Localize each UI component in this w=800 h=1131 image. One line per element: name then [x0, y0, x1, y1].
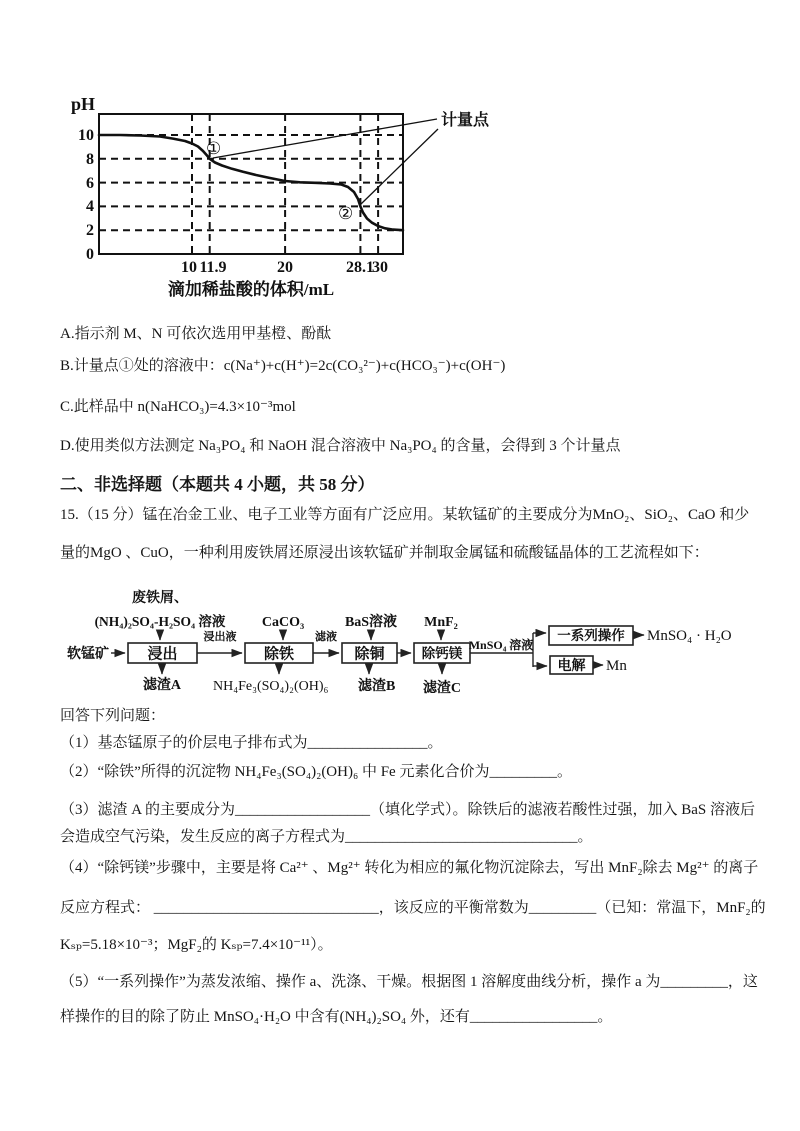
flow-reagent-ammonium-sulfate: (NH₄)₂SO₄-H₂SO₄ 溶液	[94, 614, 226, 629]
svg-text:30: 30	[372, 259, 388, 276]
svg-text:4: 4	[86, 198, 94, 215]
equivalence-point-annotation: 计量点	[441, 112, 490, 129]
question-5-line1: （5）“一系列操作”为蒸发浓缩、操作 a、洗涤、干燥。根据图 1 溶解度曲线分析，操作 a 为_________，这	[60, 974, 758, 990]
question-1: （1）基态锰原子的价层电子排布式为________________。	[60, 735, 443, 751]
q15-stem-line2: 量的MgO 、CuO，一种利用废铁屑还原浸出该软锰矿并制取金属锰和硫酸锰晶体的工艺流程如下：	[60, 545, 709, 561]
point2-marker: ②	[338, 204, 354, 223]
flow-arrow-label-leachate: 浸出液	[203, 631, 237, 643]
svg-text:8: 8	[86, 151, 94, 168]
flow-reagent-mnf2: MnF₂	[424, 615, 458, 630]
flow-branch-label-mnso4-solution: MnSO₄ 溶液	[468, 638, 534, 652]
horizontal-gridlines	[99, 135, 403, 230]
question-3-line2: 会造成空气污染，发生反应的离子方程式为_______________________________。	[60, 829, 593, 845]
flow-box-remove-ca-mg-label: 除钙镁	[421, 646, 463, 661]
flow-reagent-caco3: CaCO₃	[261, 615, 305, 630]
option-b: B.计量点①处的溶液中：c(Na⁺)+c(H⁺)=2c(CO₃²⁻)+c(HCO₃⁻)+c(OH⁻)	[60, 358, 506, 374]
point1-marker: ①	[206, 139, 222, 158]
leader-line-point2	[361, 129, 438, 204]
svg-text:28.1: 28.1	[346, 259, 374, 276]
flow-box-series-operations-label: 一系列操作	[557, 628, 625, 643]
flow-residue-b: 滤渣B	[358, 679, 396, 694]
flow-reagent-scrap-iron: 废铁屑、	[132, 591, 188, 606]
flow-box-leach-label: 浸出	[147, 646, 178, 663]
flow-product-mnso4-h2o: MnSO₄ · H₂O	[647, 628, 732, 644]
flow-residue-c: 滤渣C	[422, 681, 462, 696]
x-axis-label: 滴加稀盐酸的体积/mL	[167, 280, 335, 299]
option-c: C.此样品中 n(NaHCO₃)=4.3×10⁻³mol	[60, 399, 296, 415]
question-4-line2: 反应方程式： ______________________________，该反应的平衡常数为_________（已知：常温下，MnF₂的	[60, 900, 766, 916]
svg-text:0: 0	[86, 246, 94, 263]
option-a: A.指示剂 M、N 可依次选用甲基橙、酚酞	[60, 326, 332, 342]
flow-box-remove-copper-label: 除铜	[354, 646, 385, 663]
question-4-line1: （4）“除钙镁”步骤中，主要是将 Ca²⁺ 、Mg²⁺ 转化为相应的氟化物沉淀除去，写出 MnF₂除去 Mg²⁺ 的离子	[60, 860, 759, 876]
y-tick-labels	[78, 127, 94, 263]
question-2: （2）“除铁”所得的沉淀物 NH₄Fe₃(SO₄)₂(OH)₆ 中 Fe 元素化合价为_________。	[60, 764, 572, 780]
y-axis-label: pH	[71, 94, 96, 114]
svg-text:10: 10	[78, 127, 94, 144]
answer-prompt: 回答下列问题：	[60, 708, 166, 724]
question-3-line1: （3）滤渣 A 的主要成分为__________________（填化学式）。除铁后的滤液若酸性过强，加入 BaS 溶液后	[60, 802, 756, 818]
flow-input-ore: 软锰矿	[67, 647, 109, 662]
option-d: D.使用类似方法测定 Na₃PO₄ 和 NaOH 混合溶液中 Na₃PO₄ 的含量，会得到 3 个计量点	[60, 438, 621, 454]
titration-figure	[60, 92, 540, 307]
flow-box-electrolysis-label: 电解	[557, 659, 586, 674]
section-header: 二、非选择题（本题共 4 小题，共 58 分）	[60, 475, 375, 494]
process-flow-diagram	[55, 586, 795, 700]
flow-reagent-bas: BaS溶液	[344, 615, 398, 630]
svg-text:20: 20	[277, 259, 293, 276]
flow-precipitate-jarosite: NH₄Fe₃(SO₄)₂(OH)₆	[213, 679, 329, 694]
question-5-line2: 样操作的目的除了防止 MnSO₄·H₂O 中含有(NH₄)₂SO₄ 外，还有_________________。	[60, 1009, 613, 1025]
svg-text:10: 10	[181, 259, 197, 276]
q15-stem-line1: 15.（15 分）锰在冶金工业、电子工业等方面有广泛应用。某软锰矿的主要成分为MnO₂、SiO₂、CaO 和少	[60, 507, 750, 523]
question-4-line3: Kₛₚ=5.18×10⁻³；MgF₂的 Kₛₚ=7.4×10⁻¹¹）。	[60, 937, 333, 953]
flow-residue-a: 滤渣A	[142, 678, 182, 693]
x-tick-labels	[181, 259, 388, 276]
flow-arrow-label-filtrate: 滤液	[315, 631, 337, 643]
flow-box-remove-iron-label: 除铁	[263, 646, 295, 663]
svg-text:6: 6	[86, 175, 94, 192]
svg-text:2: 2	[86, 222, 94, 239]
svg-text:11.9: 11.9	[199, 259, 227, 276]
flow-product-mn: Mn	[606, 658, 627, 674]
